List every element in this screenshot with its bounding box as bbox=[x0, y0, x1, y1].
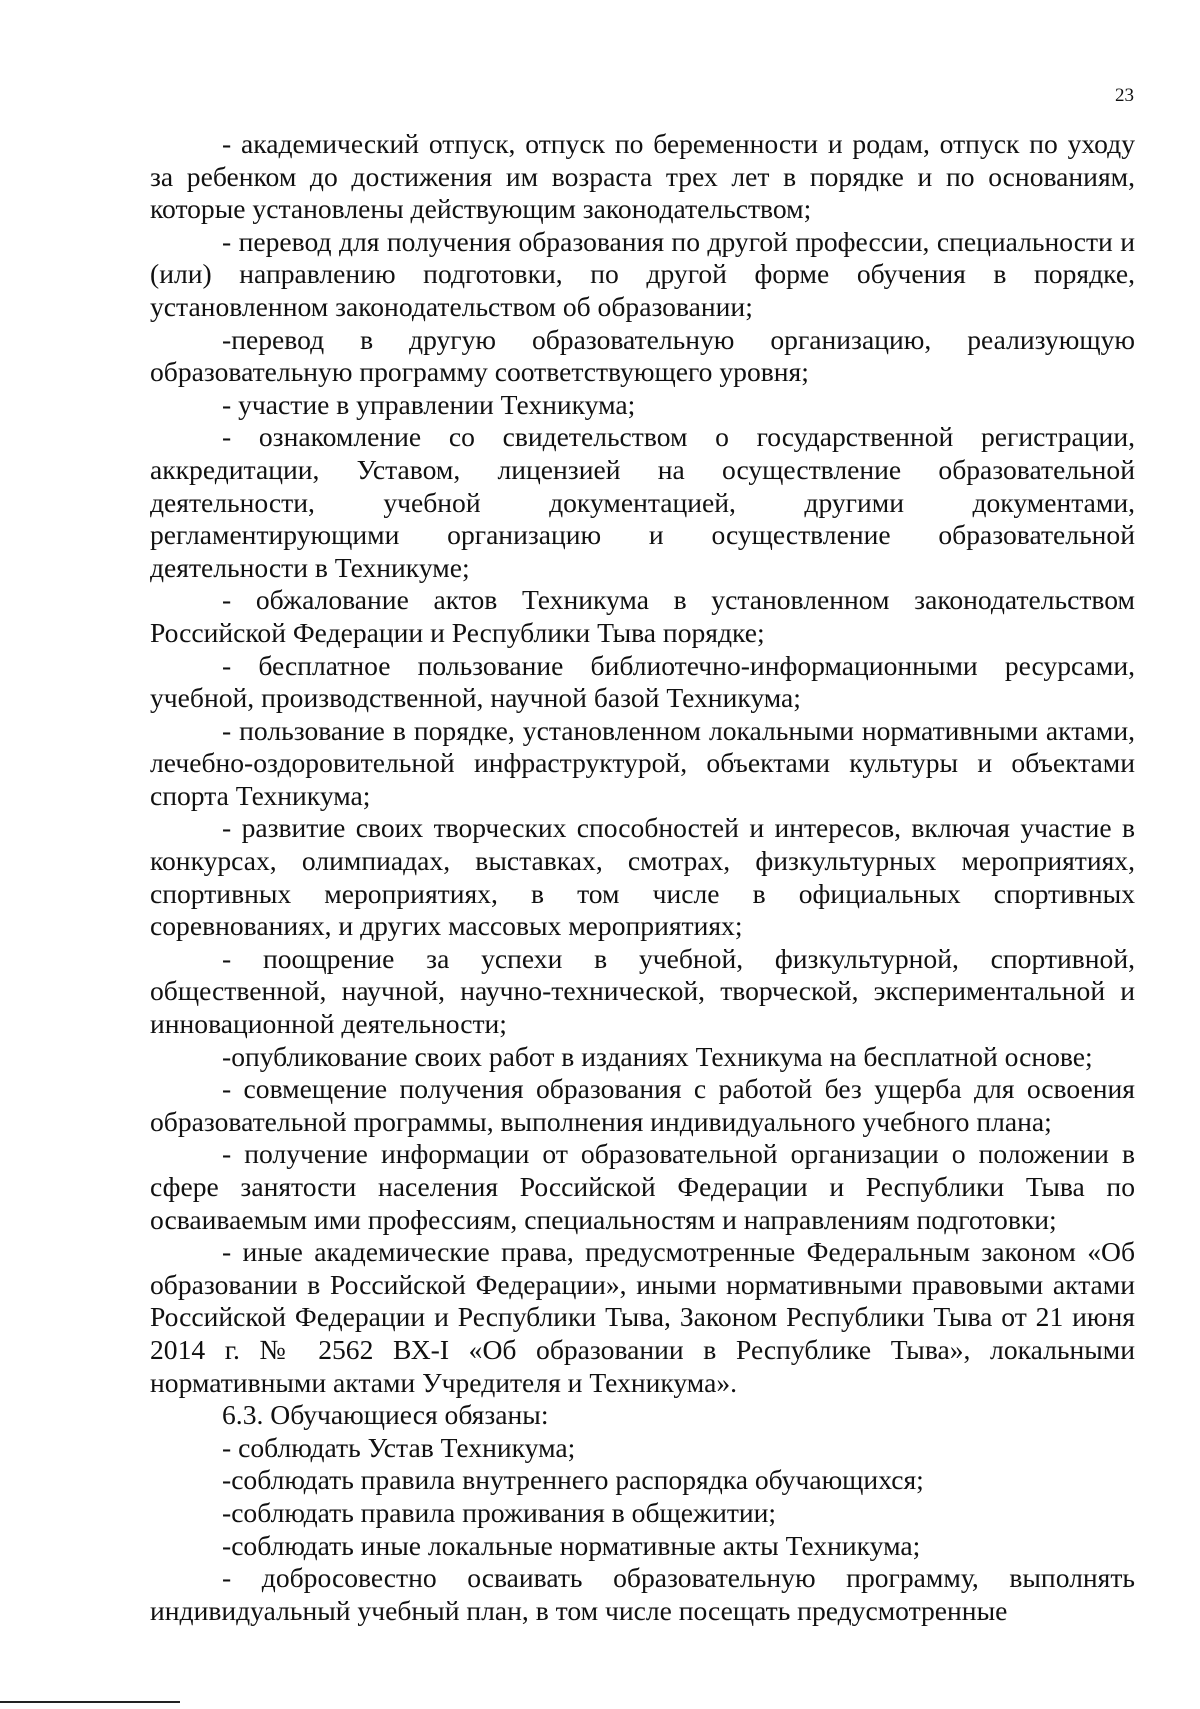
paragraph-observe-charter: - соблюдать Устав Техникума; bbox=[222, 1431, 576, 1463]
paragraph-academic-leave: - академический отпуск, отпуск по беременности и родам, отпуск по уходу за ребенком до достижения им возраста трех лет в порядке и по основаниям, которые установлены действующим законодательством; bbox=[150, 128, 1135, 225]
page-number: 23 bbox=[1115, 85, 1134, 106]
paragraph-management-participation: - участие в управлении Техникума; bbox=[222, 388, 636, 420]
paragraph-library-use: - бесплатное пользование библиотечно-информационными ресурсами, учебной, производственной, научной базой Техникума; bbox=[150, 649, 1135, 714]
paragraph-transfer-organization: -перевод в другую образовательную организацию, реализующую образовательную программу соответствующего уровня; bbox=[150, 323, 1135, 388]
paragraph-employment-info: - получение информации от образовательной организации о положении в сфере занятости населения Российской Федерации и Республики Тыва по осваиваемым ими профессиям, специальностям и направлениям подготовки; bbox=[150, 1138, 1135, 1235]
paragraph-publication: -опубликование своих работ в изданиях Техникума на бесплатной основе; bbox=[222, 1040, 1093, 1072]
paragraph-creative-development: - развитие своих творческих способностей и интересов, включая участие в конкурсах, олимпиадах, выставках, смотрах, физкультурных мероприятиях, спортивных мероприятиях, в том числе в официальных спортивных соревнованиях, и других массовых мероприятиях; bbox=[150, 812, 1135, 942]
paragraph-study-program: - добросовестно осваивать образовательную программу, выполнять индивидуальный учебный план, в том числе посещать предусмотренные bbox=[150, 1562, 1135, 1626]
paragraph-local-acts: -соблюдать иные локальные нормативные акты Техникума; bbox=[222, 1529, 921, 1561]
paragraph-infrastructure-use: - пользование в порядке, установленном локальными нормативными актами, лечебно-оздоровительной инфраструктурой, объектами культуры и объектами спорта Техникума; bbox=[150, 714, 1135, 811]
paragraph-transfer-profession: - перевод для получения образования по другой профессии, специальности и (или) направлению подготовки, по другой форме обучения в порядке, установленном законодательством об образовании; bbox=[150, 225, 1135, 322]
section-heading-obligations: 6.3. Обучающиеся обязаны: bbox=[222, 1399, 549, 1431]
paragraph-work-combination: - совмещение получения образования с работой без ущерба для освоения образовательной программы, выполнения индивидуального учебного плана; bbox=[150, 1073, 1135, 1137]
paragraph-other-rights: - иные академические права, предусмотренные Федеральным законом «Об образовании в Российской Федерации», иными нормативными правовыми актами Российской Федерации и Республики Тыва, Законом Республики Тыва от 21 июня 2014 г. № 2562 ВХ-I «Об образовании в Республике Тыва», локальными нормативными актами Учредителя и Техникума». bbox=[150, 1236, 1135, 1398]
paragraph-familiarization: - ознакомление со свидетельством о государственной регистрации, аккредитации, Уставом, лицензией на осуществление образовательной деятельности, учебной документацией, другими документами, регламентирующими организацию и осуществление образовательной деятельности в Техникуме; bbox=[150, 421, 1135, 583]
footer-rule bbox=[0, 1701, 180, 1703]
paragraph-appeal: - обжалование актов Техникума в установленном законодательством Российской Федерации и Республики Тыва порядке; bbox=[150, 584, 1135, 648]
paragraph-internal-rules: -соблюдать правила внутреннего распорядка обучающихся; bbox=[222, 1464, 924, 1496]
document-body bbox=[150, 128, 1135, 1627]
paragraph-encouragement: - поощрение за успехи в учебной, физкультурной, спортивной, общественной, научной, научно-технической, творческой, экспериментальной и инновационной деятельности; bbox=[150, 942, 1135, 1040]
paragraph-dormitory-rules: -соблюдать правила проживания в общежитии; bbox=[222, 1496, 777, 1528]
